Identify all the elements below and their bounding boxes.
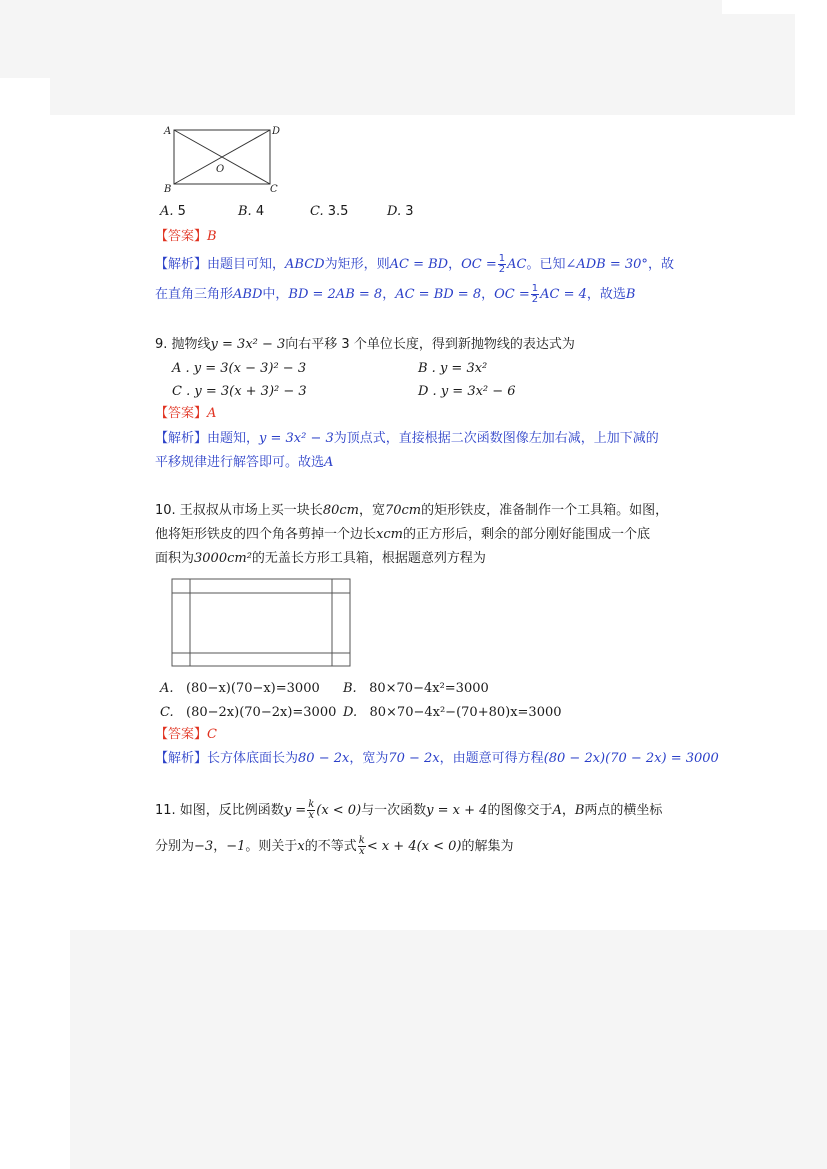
answer-tag: 【答案】: [155, 727, 208, 742]
q10-stem-line-3: [155, 550, 486, 568]
answer-value: B: [207, 229, 217, 244]
stem-text: 他将矩形铁皮的四个角各剪掉一个边长: [155, 527, 377, 542]
answer-tag: 【答案】: [155, 406, 208, 421]
analysis-math: AC = BD: [389, 257, 449, 272]
q8-analysis-line-1: [155, 254, 674, 275]
q10-option-a: [160, 680, 320, 698]
analysis-math: OC =: [461, 257, 497, 272]
fraction-denominator: x: [308, 810, 315, 821]
stem-text: 9. 抛物线: [155, 337, 211, 352]
fraction-denominator: 2: [531, 294, 539, 305]
stem-math: xcm: [376, 527, 403, 542]
stem-math: 80cm: [322, 503, 359, 518]
stem-text: 与一次函数: [361, 803, 427, 818]
option-letter: B.: [343, 681, 357, 696]
option-value: 80×70−4x²=3000: [369, 681, 489, 696]
vertex-d-label: D: [272, 126, 281, 137]
q9-option-a: A . y = 3(x − 3)² − 3: [172, 361, 307, 376]
stem-text: ，: [213, 839, 227, 854]
stem-text: 两点的横坐标: [584, 803, 663, 818]
q9-option-d: D . y = 3x² − 6: [418, 384, 516, 399]
stem-text: 的矩形铁皮，准备制作一个工具箱。如图，: [421, 503, 669, 518]
fraction-numerator: 1: [498, 253, 506, 264]
analysis-text: 在直角三角形: [155, 287, 234, 302]
fraction-numerator: 1: [531, 283, 539, 294]
analysis-text: 中，: [262, 287, 289, 302]
analysis-tag: 【解析】: [155, 257, 208, 272]
rectangle-figure: [160, 122, 290, 196]
analysis-text: ，故选: [586, 287, 626, 302]
fraction: [498, 254, 506, 275]
fraction-numerator: k: [358, 835, 365, 846]
analysis-text: 。已知: [526, 257, 566, 272]
vertex-c-label: C: [270, 184, 278, 195]
analysis-math: ABD: [233, 287, 263, 302]
option-value: (80−2x)(70−2x)=3000: [186, 705, 337, 720]
q9-analysis-line-2: [155, 454, 333, 472]
scan-shadow-top-inner: [50, 78, 795, 115]
analysis-math: ∠ADB = 30°: [565, 257, 648, 272]
option-letter: A.: [160, 204, 174, 219]
stem-text: 的无盖长方形工具箱，根据题意列方程为: [251, 551, 486, 566]
analysis-math: y = 3x² − 3: [259, 431, 334, 446]
q8-answer: [155, 228, 217, 246]
stem-math: −1: [226, 839, 246, 854]
stem-text: 。则关于: [245, 839, 298, 854]
stem-math: x: [297, 839, 305, 854]
analysis-text: 由题目可知，: [207, 257, 286, 272]
q9-analysis-line-1: [155, 430, 659, 448]
answer-tag: 【答案】: [155, 229, 208, 244]
answer-value: C: [207, 727, 217, 742]
analysis-text: ，: [448, 257, 462, 272]
analysis-text: 长方体底面长为: [207, 751, 299, 766]
q9-option-c: C . y = 3(x + 3)² − 3: [172, 384, 307, 399]
center-o-label: O: [216, 164, 225, 175]
q9-stem: [155, 336, 575, 354]
fraction-denominator: x: [358, 846, 365, 857]
stem-text: 的图像交于: [487, 803, 553, 818]
vertex-a-label: A: [164, 126, 172, 137]
analysis-text: ，宽为: [349, 751, 389, 766]
option-letter: D.: [387, 204, 402, 219]
analysis-tag: 【解析】: [155, 431, 208, 446]
q8-option-d: [387, 204, 414, 219]
stem-text: 11. 如图，反比例函数: [155, 803, 284, 818]
stem-math: 3000cm²: [194, 551, 252, 566]
vertex-b-label: B: [164, 184, 172, 195]
analysis-math: AC = BD = 8: [395, 287, 482, 302]
stem-math: A: [552, 803, 562, 818]
analysis-text: 为矩形，则: [324, 257, 390, 272]
option-letter: B.: [238, 204, 252, 219]
analysis-math: OC =: [494, 287, 530, 302]
option-value: 4: [255, 204, 265, 219]
analysis-text: ，: [382, 287, 396, 302]
option-value: 3.5: [327, 204, 349, 219]
analysis-math: (80 − 2x)(70 − 2x) = 3000: [543, 751, 719, 766]
stem-math: y = 3x² − 3: [210, 337, 286, 352]
q11-stem-line-2: [155, 836, 514, 857]
q10-stem-line-1: [155, 502, 668, 520]
stem-text: ，: [561, 803, 575, 818]
q10-answer: [155, 726, 217, 744]
stem-text: 的解集为: [461, 839, 514, 854]
fraction-numerator: k: [308, 799, 315, 810]
answer-value: A: [207, 406, 217, 421]
analysis-math: AC = 4: [540, 287, 587, 302]
analysis-text: ，故: [647, 257, 674, 272]
option-value: 80×70−4x²−(70+80)x=3000: [369, 705, 562, 720]
stem-text: 向右平移 3 个单位长度，得到新抛物线的表达式为: [285, 337, 575, 352]
option-letter: A.: [160, 681, 174, 696]
fraction-denominator: 2: [498, 264, 506, 275]
q10-stem-line-2: [155, 526, 650, 544]
stem-math: y = x + 4: [426, 803, 488, 818]
q9-answer: [155, 405, 216, 423]
q11-stem-line-1: [155, 800, 662, 821]
analysis-math: BD = 2AB = 8: [288, 287, 383, 302]
analysis-tag: 【解析】: [155, 751, 208, 766]
scan-corner: [722, 0, 827, 14]
option-letter: C.: [160, 705, 174, 720]
option-value: (80−x)(70−x)=3000: [185, 681, 320, 696]
analysis-math: 70 − 2x: [388, 751, 440, 766]
fraction: [531, 284, 539, 305]
option-letter: C.: [310, 204, 324, 219]
q8-analysis-line-2: [155, 284, 635, 305]
stem-text: ，宽: [358, 503, 385, 518]
option-value: 5: [177, 204, 186, 219]
stem-math: < x + 4(x < 0): [366, 839, 462, 854]
option-value: 3: [405, 204, 414, 219]
q10-analysis: [155, 750, 719, 768]
stem-text: 面积为: [155, 551, 195, 566]
q8-option-c: [310, 204, 348, 219]
analysis-math: ABCD: [285, 257, 325, 272]
analysis-text: ，由题意可得方程: [439, 751, 544, 766]
q10-option-b: [343, 680, 489, 698]
iron-sheet-figure: [170, 577, 354, 669]
q8-option-a: [160, 204, 186, 219]
analysis-math: AC: [507, 257, 527, 272]
analysis-math: A: [324, 455, 334, 470]
analysis-text: 由题知，: [207, 431, 260, 446]
option-letter: D.: [343, 705, 358, 720]
q10-option-c: [160, 704, 336, 722]
stem-text: 10. 王叔叔从市场上买一块长: [155, 503, 323, 518]
analysis-math: 80 − 2x: [298, 751, 350, 766]
analysis-math: B: [625, 287, 636, 302]
stem-text: 分别为: [155, 839, 195, 854]
stem-math: 70cm: [384, 503, 422, 518]
fraction: [307, 800, 315, 821]
stem-math: (x < 0): [316, 803, 362, 818]
stem-math: B: [574, 803, 585, 818]
fraction: [358, 836, 366, 857]
stem-text: 的不等式: [304, 839, 357, 854]
stem-math: y =: [283, 803, 307, 818]
scan-shadow-bottom: [70, 930, 827, 1169]
stem-math: −3: [194, 839, 214, 854]
stem-text: 的正方形后，剩余的部分刚好能围成一个底: [402, 527, 650, 542]
q10-option-d: [343, 704, 562, 722]
analysis-text: 为顶点式，直接根据二次函数图像左加右减，上加下减的: [333, 431, 659, 446]
analysis-text: ，: [481, 287, 495, 302]
analysis-text: 平移规律进行解答即可。故选: [155, 455, 325, 470]
q8-option-b: [238, 204, 264, 219]
scan-shadow-top: [0, 0, 795, 78]
q9-option-b: B . y = 3x²: [418, 361, 488, 376]
